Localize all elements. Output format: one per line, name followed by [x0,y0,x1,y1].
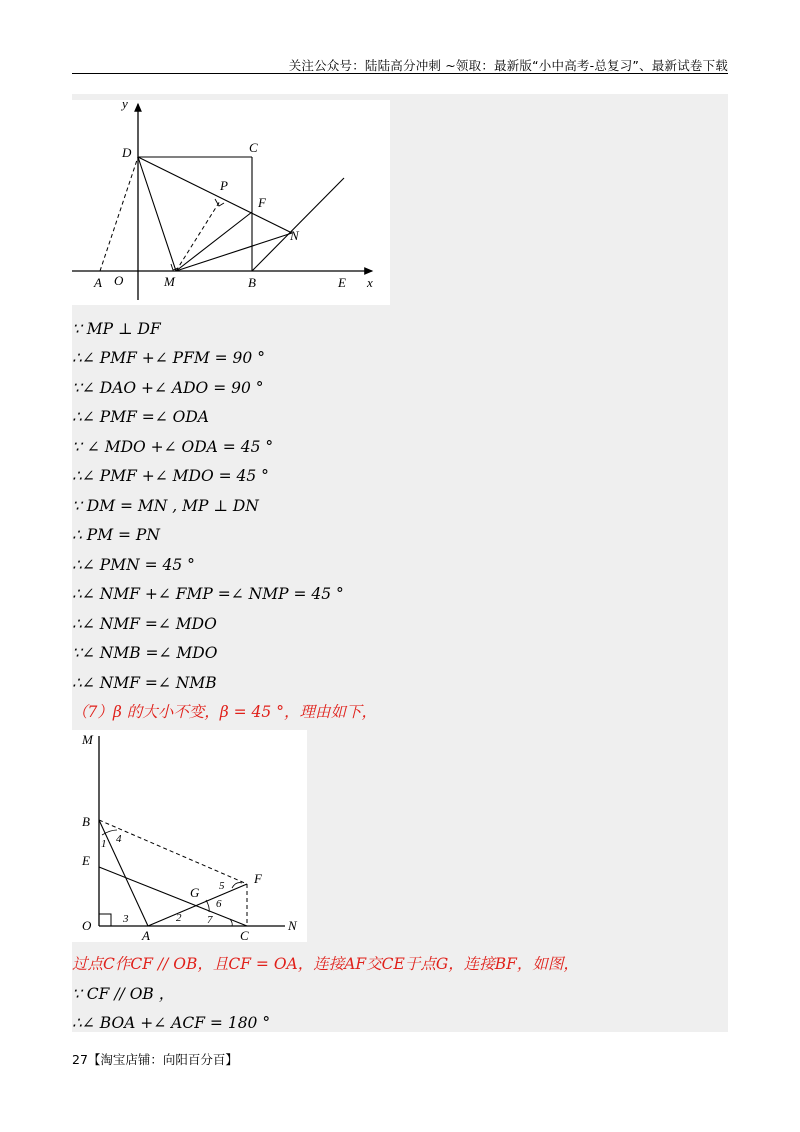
proof-line: ∴∠ BOA +∠ ACF = 180 ° [72,1014,271,1032]
angle-label-4: 4 [116,833,122,845]
figure-coordinate-diagram [72,100,390,305]
segment-mf [176,212,252,271]
proof-line: ∴∠ PMF =∠ ODA [72,408,209,426]
angle-label-6: 6 [216,898,222,910]
shop-text: 【淘宝店铺：向阳百分百】 [87,1052,238,1067]
part7-heading: （7）β 的大小不变，β = 45 °，理由如下， [72,703,377,721]
header-rule [72,73,728,74]
proof-line: ∵∠ DAO +∠ ADO = 90 ° [72,379,264,397]
label-c: C [240,928,249,942]
label-f: F [254,871,262,886]
label-p: P [220,178,228,193]
figure1-svg [72,100,390,305]
segment-dm [138,157,176,271]
proof-line: ∵ CF // OB ， [72,985,175,1003]
angle-label-1: 1 [101,838,107,850]
segment-mp-dashed [176,201,220,271]
page-header: 关注公众号：陆陆高分冲刺 ~领取：最新版“小中高考-总复习”、最新试卷下载 [288,58,728,73]
label-e: E [82,853,90,868]
proof-line: ∴∠ PMF +∠ MDO = 45 ° [72,467,269,485]
label-c: C [249,140,258,155]
label-x: x [367,275,373,290]
label-a: A [142,928,150,942]
label-g: G [190,885,200,900]
label-f: F [258,195,266,210]
proof-line: ∴∠ PMN = 45 ° [72,556,195,574]
figure-angle-diagram [72,730,307,942]
label-a: A [94,275,102,290]
label-m: M [164,274,175,289]
proof-line: ∴∠ PMF +∠ PFM = 90 ° [72,349,265,367]
page-number: 27 [72,1052,88,1067]
right-angle-o [99,914,111,926]
label-o: O [114,273,124,288]
segment-ad-dashed [100,157,138,271]
proof-line: ∴∠ NMF +∠ FMP =∠ NMP = 45 ° [72,585,344,603]
label-o: O [82,918,92,933]
angle-label-2: 2 [176,912,182,924]
proof-line: ∴∠ NMF =∠ MDO [72,615,217,633]
angle-label-3: 3 [123,913,129,925]
label-n: N [290,228,299,243]
proof-line: ∴∠ NMF =∠ NMB [72,674,217,692]
label-b: B [82,814,90,829]
angle-label-5: 5 [219,880,225,892]
page-footer [72,1050,238,1068]
angle-label-7: 7 [207,914,213,926]
proof-line: ∵ MP ⊥ DF [72,320,161,338]
segment-mn [176,233,292,271]
label-d: D [122,145,132,160]
label-y: y [122,100,128,111]
ray-bn [252,178,344,271]
segment-bf-dashed [99,820,247,884]
proof-line: ∵ ∠ MDO +∠ ODA = 45 ° [72,438,274,456]
label-e: E [338,275,346,290]
proof-line: ∵ DM = MN , MP ⊥ DN [72,497,259,515]
right-angle-p [215,199,224,206]
proof-line: ∴ PM = PN [72,526,160,544]
segment-ba [99,820,148,926]
segment-ec [99,867,247,926]
segment-dn [138,157,292,233]
label-n: N [288,918,297,933]
construction-line: 过点C作CF // OB，且CF = OA，连接AF交CE于点G，连接BF，如图， [72,955,579,973]
proof-line: ∵∠ NMB =∠ MDO [72,644,218,662]
label-b: B [248,275,256,290]
figure2-svg [72,730,307,942]
label-m: M [82,732,93,747]
